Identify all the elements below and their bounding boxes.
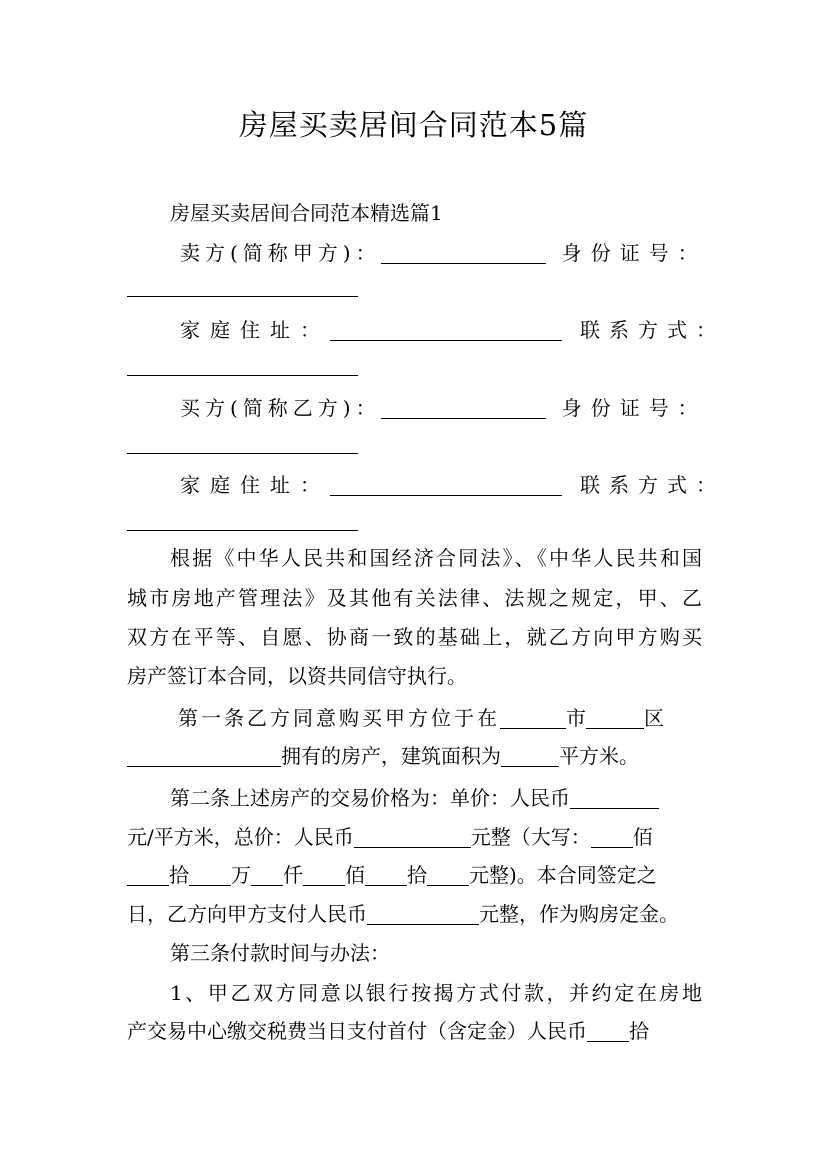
article-2-line bbox=[170, 785, 702, 812]
seller-contact-label: 联系方式： bbox=[580, 318, 725, 342]
unit-label: 佰 bbox=[345, 863, 365, 887]
buyer-contact-label: 联系方式： bbox=[580, 473, 725, 497]
seller-address-line bbox=[180, 317, 725, 344]
unit-price-blank[interactable] bbox=[570, 788, 659, 809]
article-3-text: 产交易中心缴交税费当日支付首付（含定金）人民币 bbox=[127, 1019, 587, 1043]
buyer-label: 买方(简称乙方)： bbox=[180, 396, 381, 420]
buyer-address-label: 家庭住址： bbox=[180, 473, 330, 497]
unit-label: 拾 bbox=[629, 1019, 649, 1043]
article-1-line bbox=[127, 743, 702, 770]
preamble-line: 房产签订本合同，以资共同信守执行。 bbox=[127, 664, 467, 688]
hundred-million-blank[interactable] bbox=[591, 827, 633, 848]
article-2-text: 元整，作为购房定金。 bbox=[479, 902, 679, 926]
seller-address-label: 家庭住址： bbox=[180, 318, 330, 342]
article-1-line bbox=[178, 705, 702, 732]
city-label: 市 bbox=[566, 706, 586, 730]
article-2-line bbox=[127, 901, 702, 928]
article-3-line bbox=[127, 1018, 702, 1045]
amount-blank[interactable] bbox=[427, 865, 469, 886]
amount-blank[interactable] bbox=[127, 865, 169, 886]
district-blank[interactable] bbox=[586, 708, 644, 729]
area-blank[interactable] bbox=[501, 746, 559, 767]
article-2-text: 元整（大写： bbox=[470, 825, 591, 849]
buyer-id-blank[interactable] bbox=[127, 453, 358, 454]
document-title: 房屋买卖居间合同范本5篇 bbox=[238, 108, 589, 142]
article-3-line: 1、甲乙双方同意以银行按揭方式付款，并约定在房地 bbox=[170, 981, 702, 1005]
unit-label: 拾 bbox=[169, 863, 189, 887]
article-2-text: 元/平方米，总价：人民币 bbox=[127, 825, 354, 849]
article-2-line bbox=[127, 824, 702, 851]
seller-contact-blank[interactable] bbox=[127, 375, 358, 376]
buyer-address-blank[interactable] bbox=[330, 475, 562, 496]
article-1-text: 拥有的房产，建筑面积为 bbox=[281, 744, 501, 768]
seller-id-blank[interactable] bbox=[127, 296, 358, 297]
buyer-name-blank[interactable] bbox=[381, 398, 546, 419]
seller-line bbox=[180, 240, 707, 267]
article-3-title: 第三条付款时间与办法： bbox=[170, 941, 390, 965]
section-subtitle: 房屋买卖居间合同范本精选篇1 bbox=[170, 201, 443, 225]
amount-blank[interactable] bbox=[365, 865, 407, 886]
unit-label: 拾 bbox=[407, 863, 427, 887]
deposit-blank[interactable] bbox=[367, 904, 479, 925]
amount-blank[interactable] bbox=[189, 865, 231, 886]
article-2-text: 日，乙方向甲方支付人民币 bbox=[127, 902, 367, 926]
article-2-line bbox=[127, 862, 702, 889]
article-2-text: 元整)。本合同签定之 bbox=[469, 863, 657, 887]
total-price-blank[interactable] bbox=[354, 827, 471, 848]
property-location-blank[interactable] bbox=[127, 746, 281, 767]
article-1-text: 第一条乙方同意购买甲方位于在 bbox=[178, 706, 500, 730]
seller-name-blank[interactable] bbox=[381, 243, 546, 264]
unit-label: 仟 bbox=[283, 863, 303, 887]
amount-blank[interactable] bbox=[251, 865, 283, 886]
preamble-line: 双方在平等、自愿、协商一致的基础上，就乙方向甲方购买 bbox=[127, 625, 702, 649]
buyer-address-line bbox=[180, 472, 725, 499]
down-payment-blank[interactable] bbox=[587, 1021, 629, 1042]
buyer-id-label: 身份证号： bbox=[561, 396, 707, 420]
preamble-line: 根据《中华人民共和国经济合同法》、《中华人民共和国 bbox=[170, 546, 702, 570]
article-2-text: 第二条上述房产的交易价格为：单价：人民币 bbox=[170, 786, 570, 810]
buyer-contact-blank[interactable] bbox=[127, 530, 358, 531]
area-unit: 平方米。 bbox=[559, 744, 639, 768]
preamble-line: 城市房地产管理法》及其他有关法律、法规之规定，甲、乙 bbox=[127, 586, 702, 610]
buyer-line bbox=[180, 395, 707, 422]
seller-address-blank[interactable] bbox=[330, 320, 562, 341]
unit-label: 佰 bbox=[632, 825, 653, 849]
unit-label: 万 bbox=[231, 863, 251, 887]
district-label: 区 bbox=[644, 706, 664, 730]
seller-id-label: 身份证号： bbox=[561, 241, 707, 265]
seller-label: 卖方(简称甲方)： bbox=[180, 241, 381, 265]
city-blank[interactable] bbox=[500, 708, 566, 729]
amount-blank[interactable] bbox=[303, 865, 345, 886]
